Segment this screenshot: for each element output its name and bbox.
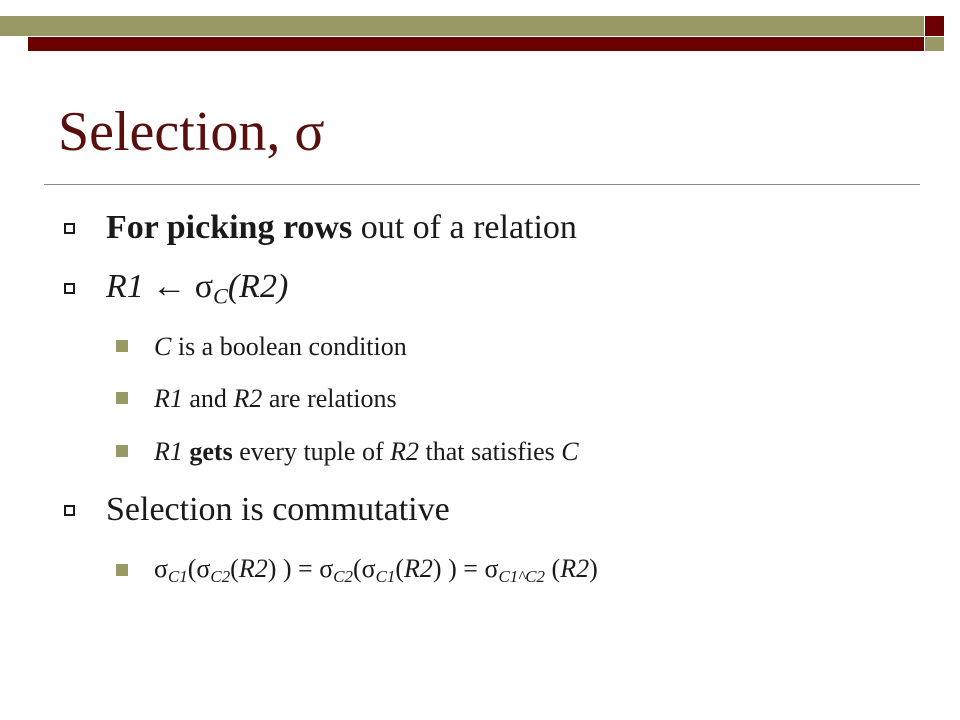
hollow-square-bullet-icon: [64, 223, 75, 234]
subbullet-commutative-formula: $\sigma_{C1}(\sigma_{C2}(R2)$ ) = $\sigma_{C2}(\sigma_{C1}(R2)$ ) = $\sigma_{C1\^{}C2}$ (R2): [154, 554, 598, 587]
header-bar-maroon: [28, 37, 924, 51]
filled-square-bullet-icon: [116, 340, 128, 352]
bullet-picking-rows: For picking rows out of a relation: [106, 209, 577, 246]
filled-square-bullet-icon: [116, 445, 128, 457]
bullet-commutative: Selection is commutative: [106, 491, 450, 528]
title-text: Selection,: [58, 101, 281, 163]
subbullet-condition: C is a boolean condition: [154, 332, 407, 361]
bullet-selection-definition: R1 ← $\sigma_C(R2)$: [106, 268, 289, 309]
corner-square-maroon: [925, 16, 944, 36]
filled-square-bullet-icon: [116, 392, 128, 404]
subbullet-gets: R1 gets every tuple of R2 that satisfies C: [154, 437, 579, 466]
subbullet-relations: R1 and R2 are relations: [154, 384, 397, 413]
header-bar-olive: [0, 16, 924, 36]
title-divider: [44, 184, 920, 185]
title-sigma: σ: [294, 101, 325, 163]
corner-square-olive: [925, 37, 944, 51]
hollow-square-bullet-icon: [64, 283, 75, 294]
hollow-square-bullet-icon: [64, 505, 75, 516]
filled-square-bullet-icon: [116, 564, 128, 576]
slide-title: [58, 101, 325, 163]
